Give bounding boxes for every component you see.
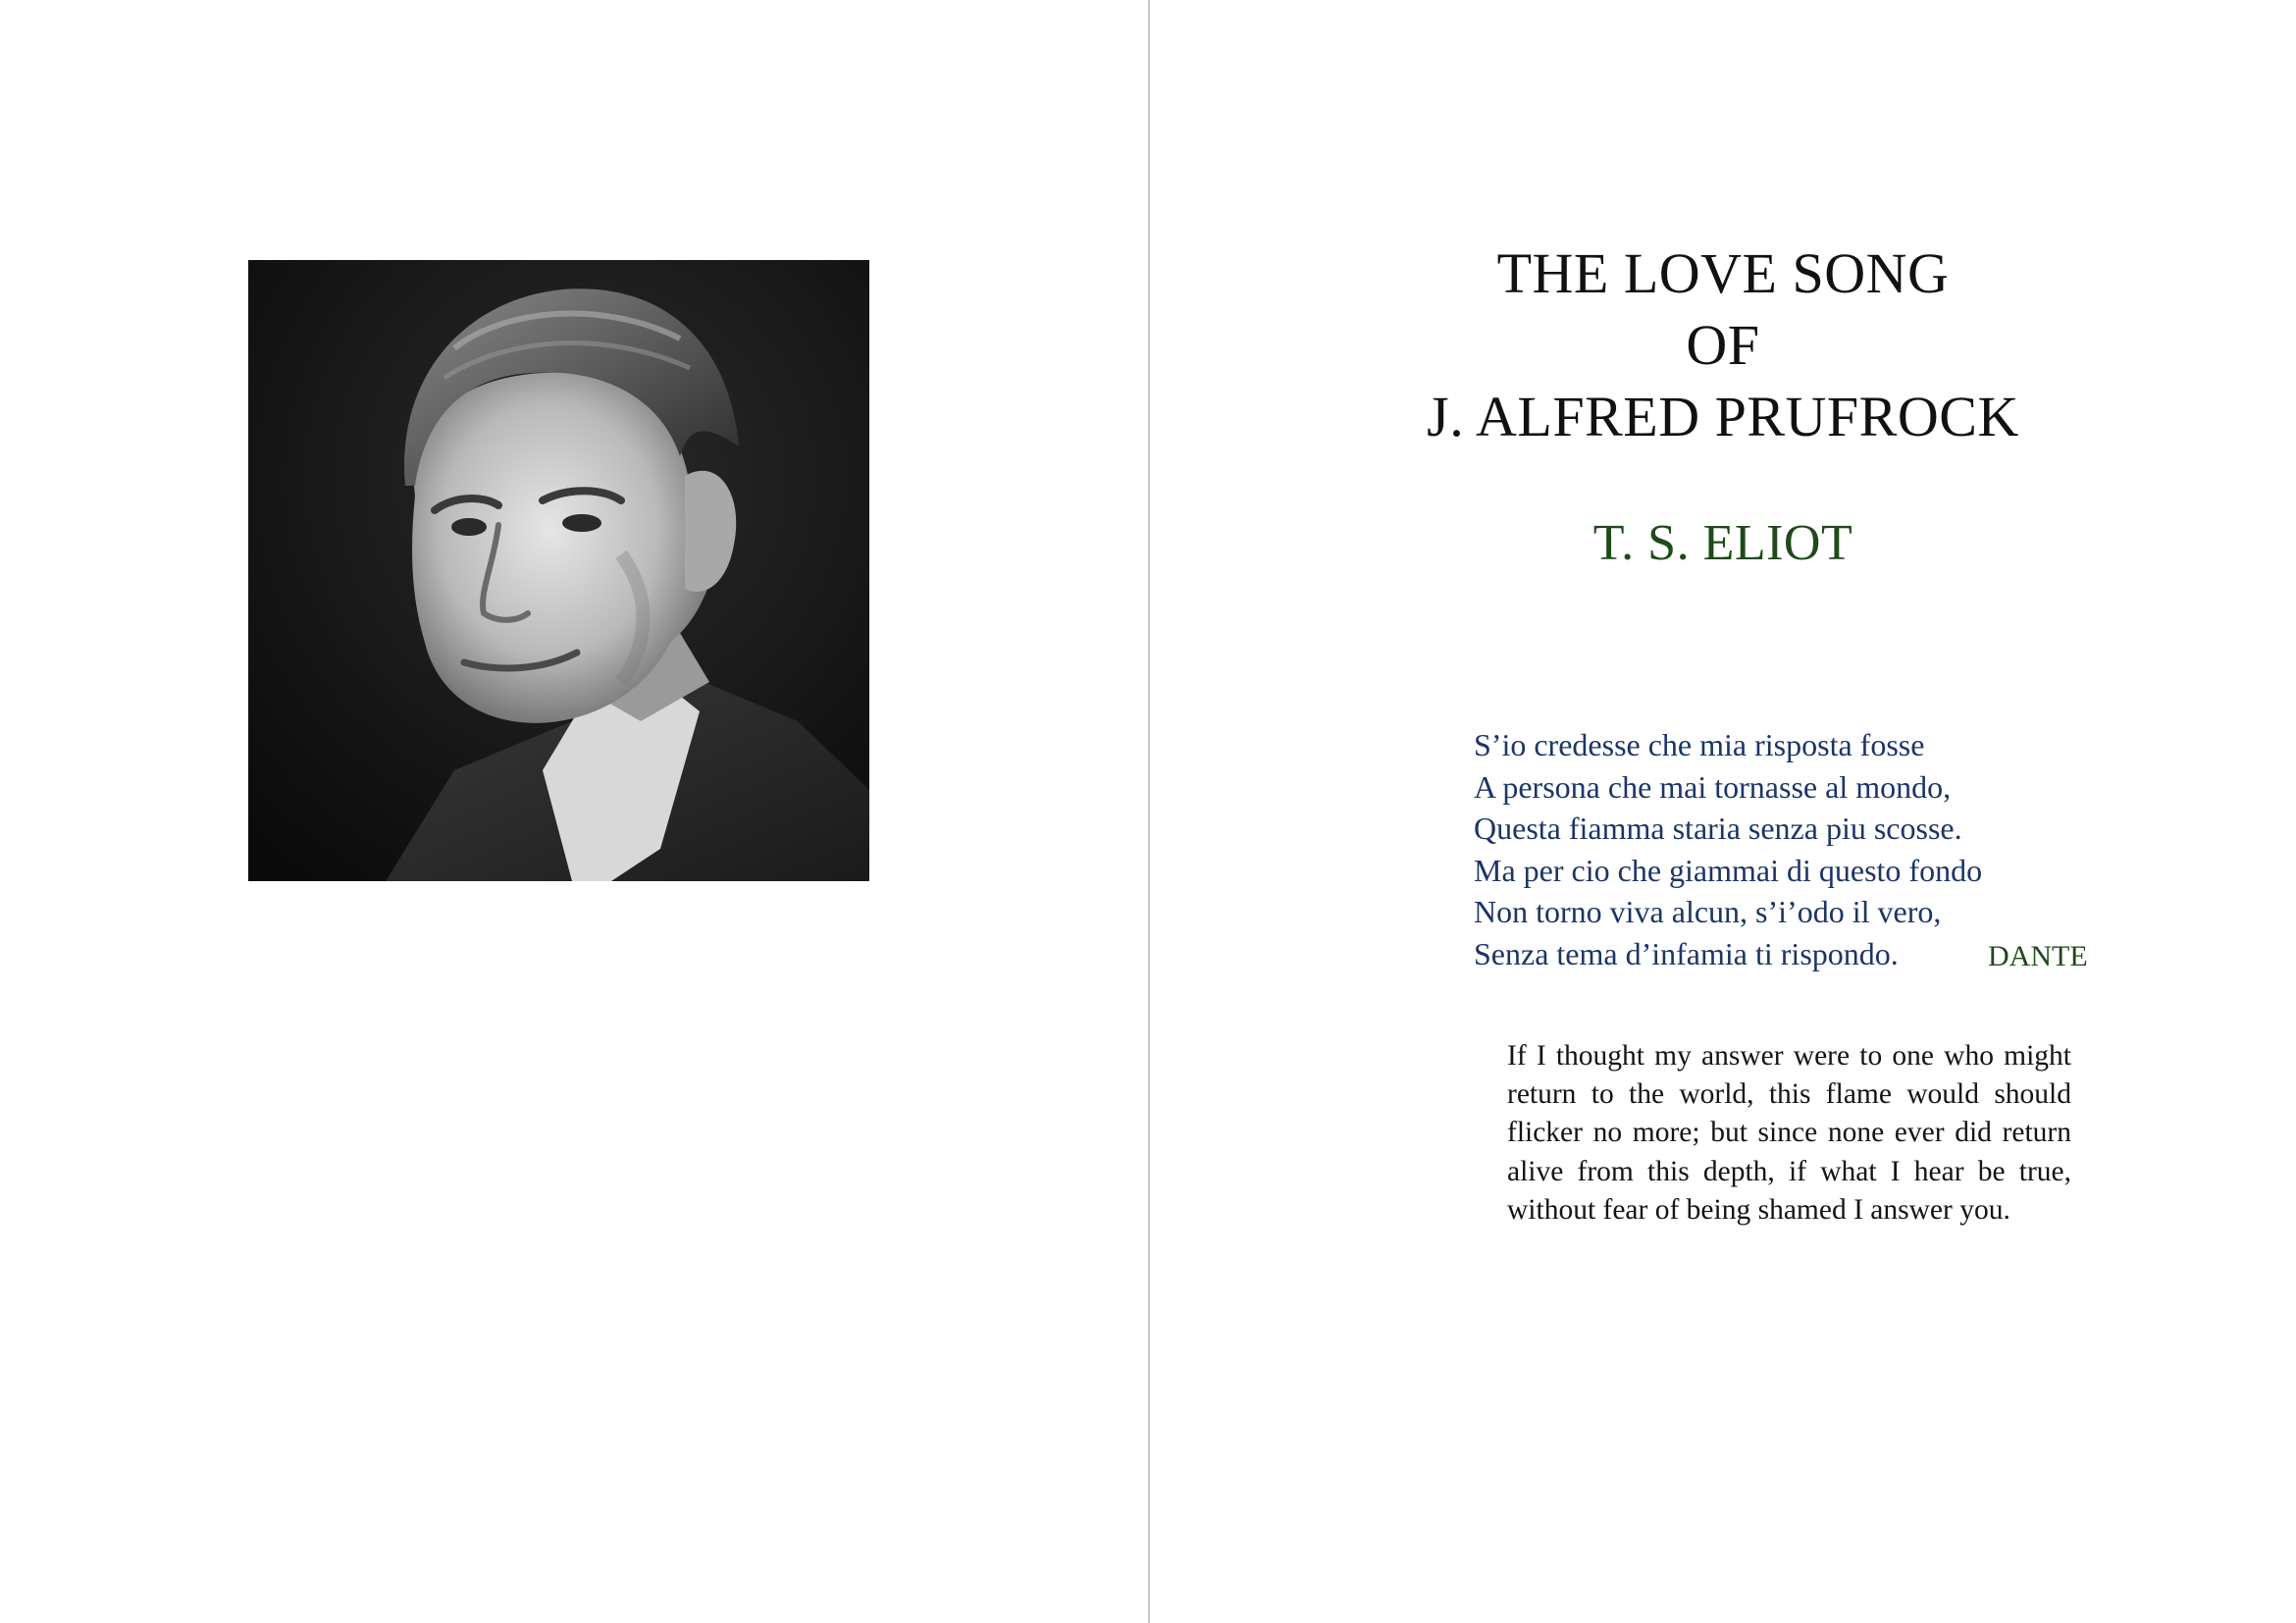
title-line: OF <box>1686 313 1760 377</box>
epigraph-attribution: DANTE <box>1988 940 2088 972</box>
poem-title <box>1150 237 2296 452</box>
title-line: THE LOVE SONG <box>1496 241 1950 305</box>
epigraph-translation: If I thought my answer were to one who might return to the world, this flame would should flicker no more; but since none ever did return alive from this depth, if what I hear be true, without fear of being shamed I answer you. <box>1507 1040 2071 1226</box>
epigraph-line: S’io credesse che mia risposta fosse <box>1474 727 1925 762</box>
author-name: T. S. ELIOT <box>1592 515 1853 571</box>
epigraph-line: Senza tema d’infamia ti rispondo. <box>1474 935 1899 971</box>
right-page <box>1150 0 2296 1623</box>
epigraph-line: A persona che mai tornasse al mondo, <box>1474 768 1952 805</box>
title-line: J. ALFRED PRUFROCK <box>1427 385 2019 448</box>
portrait-photo <box>248 260 869 881</box>
epigraph-line: Non torno viva alcun, s’i’odo il vero, <box>1474 894 1942 930</box>
epigraph-line: Questa fiamma staria senza piu scosse. <box>1474 811 1962 847</box>
epigraph-line: Ma per cio che giammai di questo fondo <box>1474 852 1983 888</box>
